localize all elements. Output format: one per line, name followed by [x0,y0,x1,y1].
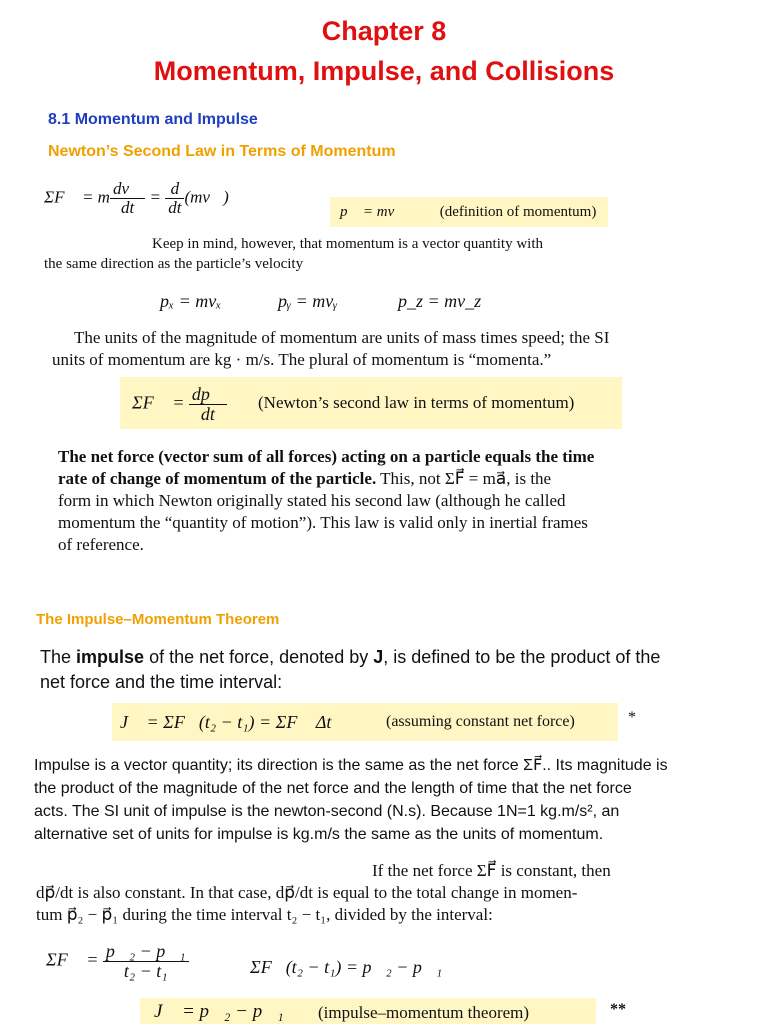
netforce-line3: form in which Newton originally stated his second law (although he called [58,491,566,510]
momentum-definition-box: p⃗ = mv⃗ (definition of momentum) [330,197,608,227]
impulse-intro-line1: The impulse of the net force, denoted by J, is defined to be the product of the [40,647,661,667]
impulse-vector-line2: the product of the magnitude of the net force and the length of time that the net force [34,780,632,797]
impulse-theorem-box: J⃗ = p⃗₂ − p⃗₁ (impulse–momentum theorem) [140,998,596,1024]
chapter-title: Chapter 8 [321,16,447,46]
momentum-z-component: p_z = mv_z [398,291,482,311]
equation-force-derivative: ΣF⃗ = m $\frac{dv⃗}{dt}$ = $\frac{d}{dt}$ (mv⃗) [44,179,229,217]
momentum-y-component: pᵧ = mvᵧ [278,291,338,311]
subheading-impulse-theorem: The Impulse–Momentum Theorem [36,611,280,628]
units-line2: units of momentum are kg · m/s. The plural of momentum is “momenta.” [52,350,552,369]
section-heading: 8.1 Momentum and Impulse [48,111,258,128]
impulse-vector-line3: acts. The SI unit of impulse is the newton-second (N.s). Because 1N=1 kg.m/s², an [34,803,620,820]
vector-note-line2: the same direction as the particle’s velocity [44,256,304,272]
newton-second-law-box: ΣF⃗ = $\frac{dp⃗}{dt}$ (Newton’s second law in terms of momentum) [120,377,622,429]
momentum-x-component: pₓ = mvₓ [160,291,222,311]
impulse-vector-line4: alternative set of units for impulse is kg.m/s the same as the units of momentum. [34,826,604,843]
constant-line2: dp⃗/dt is also constant. In that case, dp⃗/dt is equal to the total change in momen- [36,883,578,902]
netforce-line4: momentum the “quantity of motion”). This law is valid only in inertial frames [58,513,588,532]
subheading-newton: Newton’s Second Law in Terms of Momentum [48,143,396,160]
impulse-theorem-mark: ** [610,1001,626,1018]
impulse-definition-mark: * [628,709,636,726]
impulse-intro-line2: net force and the time interval: [40,672,283,692]
constant-line3: tum p⃗₂ − p⃗₁ during the time interval t₂ − t₁, divided by the interval: [36,905,493,924]
impulse-vector-line1: Impulse is a vector quantity; its direction is the same as the net force ΣF⃗.. Its magnitude is [34,757,668,774]
equation-force-ratio: ΣF⃗ = $\frac{\text{p⃗₂ − p⃗₁}}{\text{t₂ − t₁}}$ [46,942,189,981]
units-line1: The units of the magnitude of momentum are units of mass times speed; the SI [74,328,610,347]
netforce-line1: The net force (vector sum of all forces) acting on a particle equals the time [58,447,595,466]
chapter-subtitle: Momentum, Impulse, and Collisions [153,56,615,86]
equation-force-product: ΣF⃗(t₂ − t₁) = p⃗₂ − p⃗₁ [250,957,443,977]
netforce-line2: rate of change of momentum of the particle. This, not ΣF⃗ = ma⃗, is the [58,469,552,488]
vector-note-line1: Keep in mind, however, that momentum is a vector quantity with [152,236,543,252]
netforce-line5: of reference. [58,535,144,554]
constant-line1: If the net force ΣF⃗ is constant, then [372,861,611,880]
impulse-definition-box: J⃗ = ΣF⃗(t₂ − t₁) = ΣF⃗ Δt (assuming constant net force) [112,703,618,741]
